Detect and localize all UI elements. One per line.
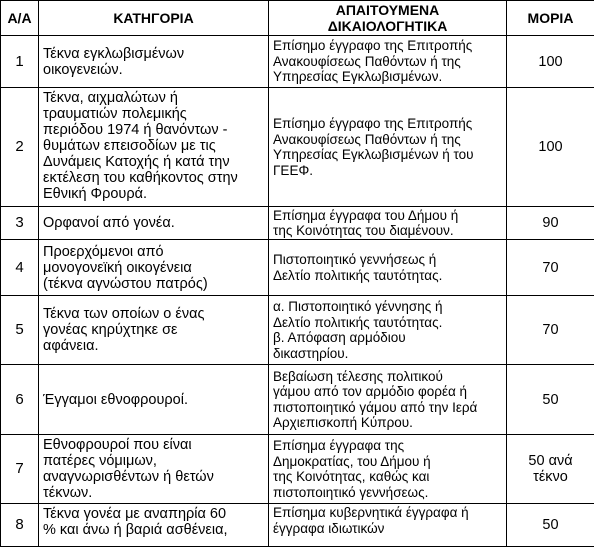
row-documents (269, 36, 507, 88)
documents-line: πιστοποιητικό γεννήσεως. (273, 485, 502, 501)
documents-line: Επίσημο έγγραφο της Επιτροπής (273, 116, 502, 132)
category-line: % και άνω ή βαριά ασθένεια, (43, 522, 264, 538)
category-line: εκτέλεση του καθήκοντος στην (43, 170, 264, 186)
documents-line: πιστοποιητικό γάμου από την Ιερά (273, 400, 502, 416)
category-line: περιόδου 1974 ή θανόντων - (43, 122, 264, 138)
row-points: 50 (507, 504, 594, 547)
category-line: Εθνική Φρουρά. (43, 186, 264, 202)
category-line: τέκνων. (43, 485, 264, 501)
header-documents-line: ΔΙΚΑΙΟΛΟΓΗΤΙΚΑ (273, 18, 502, 34)
row-documents (269, 296, 507, 365)
documents-line: Δελτίο πολιτικής ταυτότητας. (273, 268, 502, 284)
row-category (39, 435, 269, 504)
documents-line: ΓΕΕΦ. (273, 163, 502, 179)
documents-line: της Κοινότητας, καθώς και (273, 469, 502, 485)
points-line: 50 ανά (511, 453, 590, 469)
table-row (1, 88, 594, 207)
documents-line: Πιστοποιητικό γεννήσεως ή (273, 252, 502, 268)
documents-line: Υπηρεσίας Εγκλωβισμένων. (273, 69, 502, 85)
row-points (507, 435, 594, 504)
table-row (1, 296, 594, 365)
category-line: Τέκνα εγκλωβισμένων (43, 46, 264, 62)
row-points: 70 (507, 240, 594, 296)
category-line: γονέας κηρύχτηκε σε (43, 322, 264, 338)
row-number: 2 (1, 88, 39, 207)
documents-line: Δημοκρατίας, του Δήμου ή (273, 454, 502, 470)
points-line: τέκνο (511, 469, 590, 485)
category-line: Εθνοφρουροί που είναι (43, 437, 264, 453)
documents-line: δικαστηρίου. (273, 346, 502, 362)
row-documents (269, 207, 507, 240)
documents-line: Ανακουφίσεως Παθόντων ή της (273, 132, 502, 148)
documents-line: Ανακουφίσεως Παθόντων ή της (273, 54, 502, 70)
category-line: αναγνωρισθέντων ή θετών (43, 469, 264, 485)
table-row (1, 504, 594, 547)
header-points: ΜΟΡΙΑ (507, 1, 594, 36)
row-number: 3 (1, 207, 39, 240)
documents-line: της Κοινότητας του διαμένουν. (273, 223, 502, 239)
documents-line: α. Πιστοποιητικό γέννησης ή (273, 299, 502, 315)
documents-line: Δελτίο πολιτικής ταυτότητας. (273, 315, 502, 331)
row-documents (269, 504, 507, 547)
row-documents (269, 365, 507, 435)
table-row (1, 365, 594, 435)
row-category (39, 207, 269, 240)
row-points: 90 (507, 207, 594, 240)
row-category (39, 240, 269, 296)
header-documents (269, 1, 507, 36)
row-points: 70 (507, 296, 594, 365)
category-line: (τέκνα αγνώστου πατρός) (43, 276, 264, 292)
category-line: Έγγαμοι εθνοφρουροί. (43, 392, 264, 408)
row-category (39, 365, 269, 435)
documents-line: Επίσημα κυβερνητικά έγγραφα ή (273, 505, 502, 521)
row-number: 6 (1, 365, 39, 435)
documents-line: Υπηρεσίας Εγκλωβισμένων ή του (273, 147, 502, 163)
row-points: 100 (507, 36, 594, 88)
row-number: 1 (1, 36, 39, 88)
row-category (39, 88, 269, 207)
row-number: 8 (1, 504, 39, 547)
row-documents (269, 88, 507, 207)
row-points: 100 (507, 88, 594, 207)
documents-line: Επίσημα έγγραφα της (273, 438, 502, 454)
documents-line: Επίσημο έγγραφο της Επιτροπής (273, 38, 502, 54)
row-documents (269, 240, 507, 296)
category-line: μονογονεϊκή οικογένεια (43, 260, 264, 276)
table-row (1, 435, 594, 504)
row-number: 7 (1, 435, 39, 504)
category-line: Προερχόμενοι από (43, 244, 264, 260)
row-category (39, 296, 269, 365)
category-line: Δυνάμεις Κατοχής ή κατά την (43, 154, 264, 170)
category-line: αφάνεια. (43, 338, 264, 354)
category-line: Ορφανοί από γονέα. (43, 215, 264, 231)
category-line: Τέκνα, αιχμαλώτων ή (43, 90, 264, 106)
category-line: πατέρες νόμιμων, (43, 453, 264, 469)
table-row (1, 240, 594, 296)
row-points: 50 (507, 365, 594, 435)
row-category (39, 36, 269, 88)
table-row (1, 207, 594, 240)
documents-line: Αρχιεπισκοπή Κύπρου. (273, 415, 502, 431)
category-line: θυμάτων επεισοδίων με τις (43, 138, 264, 154)
row-documents (269, 435, 507, 504)
row-number: 5 (1, 296, 39, 365)
header-row (1, 1, 594, 36)
documents-line: β. Απόφαση αρμόδιου (273, 330, 502, 346)
documents-line: Επίσημα έγγραφα του Δήμου ή (273, 208, 502, 224)
category-line: Τέκνα γονέα με αναπηρία 60 (43, 506, 264, 522)
row-number: 4 (1, 240, 39, 296)
row-category (39, 504, 269, 547)
documents-line: έγγραφα ιδιωτικών (273, 521, 502, 537)
category-line: τραυματιών πολεμικής (43, 106, 264, 122)
header-documents-line: ΑΠΑΙΤΟΥΜΕΝΑ (273, 2, 502, 18)
header-aa: Α/Α (1, 1, 39, 36)
header-category: ΚΑΤΗΓΟΡΙΑ (39, 1, 269, 36)
category-line: Τέκνα των οποίων ο ένας (43, 306, 264, 322)
table-row (1, 36, 594, 88)
documents-line: γάμου από τον αρμόδιο φορέα ή (273, 384, 502, 400)
category-line: οικογενειών. (43, 62, 264, 78)
documents-line: Βεβαίωση τέλεσης πολιτικού (273, 369, 502, 385)
